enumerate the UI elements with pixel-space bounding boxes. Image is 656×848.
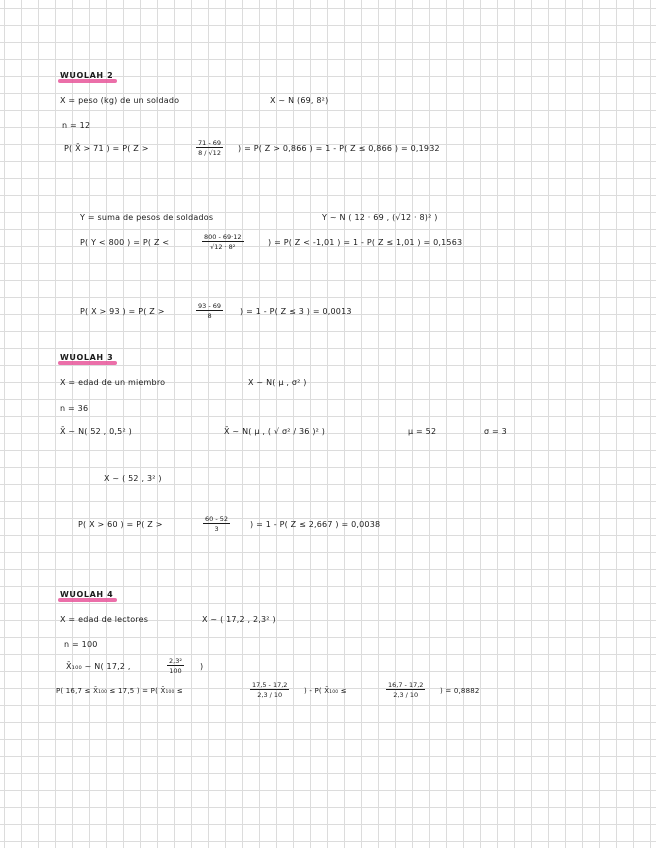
s2-fraction-1-numerator: 71 - 69 [198,139,222,147]
s4-probability-middle: ) - P( X̄₁₀₀ ≤ [304,687,347,695]
s2-fraction-2-denominator: √12 · 8² [210,243,236,251]
s4-variance-fraction [167,657,184,675]
s4-fraction-1-numerator: 17,5 - 17,2 [252,681,288,689]
s4-fraction-2-numerator: 16,7 - 17,2 [388,681,424,689]
s3-fraction-numerator: 60 - 52 [205,515,229,523]
s4-sample-mean-end: ) [200,662,204,671]
s4-variance-numerator: 2,3² [169,657,182,665]
s4-distribution: X ~ ( 17,2 , 2,3² ) [202,615,276,624]
s4-fraction-2 [386,681,425,699]
s2-sample-size: n = 12 [62,121,91,130]
s2-sum-distribution: Y ~ N ( 12 · 69 , (√12 · 8)² ) [322,213,438,222]
s4-variable-definition: X = edad de lectores [60,615,149,624]
s4-fraction-1-denominator: 2,3 / 10 [257,691,283,699]
s2-sum-definition: Y = suma de pesos de soldados [80,213,214,222]
s3-sample-mean-general: X̄ ~ N( μ , ( √ σ² / 36 )² ) [224,427,326,436]
s4-probability-end: ) = 0,8882 [440,687,480,695]
s2-fraction-3 [196,302,223,320]
s2-fraction-3-denominator: 8 [207,312,212,320]
s4-fraction-1 [250,681,289,699]
s2-fraction-1-denominator: 8 / √12 [198,149,221,157]
s4-sample-size: n = 100 [64,640,98,649]
s2-variable-definition: X = peso (kg) de un soldado [60,96,180,105]
s2-fraction-2 [202,233,244,251]
s3-mu-value: μ = 52 [408,427,437,436]
s4-probability-start: P( 16,7 ≤ X̄₁₀₀ ≤ 17,5 ) = P( X̄₁₀₀ ≤ [56,687,183,695]
s2-probability-2-end: ) = P( Z < -1,01 ) = 1 - P( Z ≤ 1,01 ) = 0,1563 [268,238,463,247]
s2-probability-1-end: ) = P( Z > 0,866 ) = 1 - P( Z ≤ 0,866 ) = 0,1932 [238,144,440,153]
s2-fraction-1 [196,139,223,157]
s2-distribution: X ~ N (69, 8²) [270,96,329,105]
section-3-heading: WUOLAH 3 [60,353,114,362]
section-4-heading: WUOLAH 4 [60,590,114,599]
s2-probability-1-start: P( X̄ > 71 ) = P( Z > [64,144,149,153]
s3-probability-end: ) = 1 - P( Z ≤ 2,667 ) = 0,0038 [250,520,381,529]
s3-population-distribution: X ~ ( 52 , 3² ) [104,474,162,483]
s3-variable-definition: X = edad de un miembro [60,378,166,387]
s2-fraction-2-numerator: 800 - 69·12 [204,233,242,241]
s4-variance-denominator: 100 [169,667,182,675]
s2-probability-2-start: P( Y < 800 ) = P( Z < [80,238,170,247]
s3-probability-start: P( X > 60 ) = P( Z > [78,520,163,529]
s3-fraction [203,515,230,533]
s2-probability-3-end: ) = 1 - P( Z ≤ 3 ) = 0,0013 [240,307,352,316]
s3-distribution: X ~ N( μ , σ² ) [248,378,307,387]
s2-fraction-3-numerator: 93 - 69 [198,302,222,310]
s3-sample-size: n = 36 [60,404,89,413]
s2-probability-3-start: P( X > 93 ) = P( Z > [80,307,165,316]
s3-sigma-value: σ = 3 [484,427,507,436]
s3-sample-mean-distribution: X̄ ~ N( 52 , 0,5² ) [60,427,132,436]
s4-fraction-2-denominator: 2,3 / 10 [393,691,419,699]
section-2-heading: WUOLAH 2 [60,71,114,80]
s3-fraction-denominator: 3 [214,525,219,533]
s4-sample-mean-start: X̄₁₀₀ ~ N( 17,2 , [66,662,131,671]
